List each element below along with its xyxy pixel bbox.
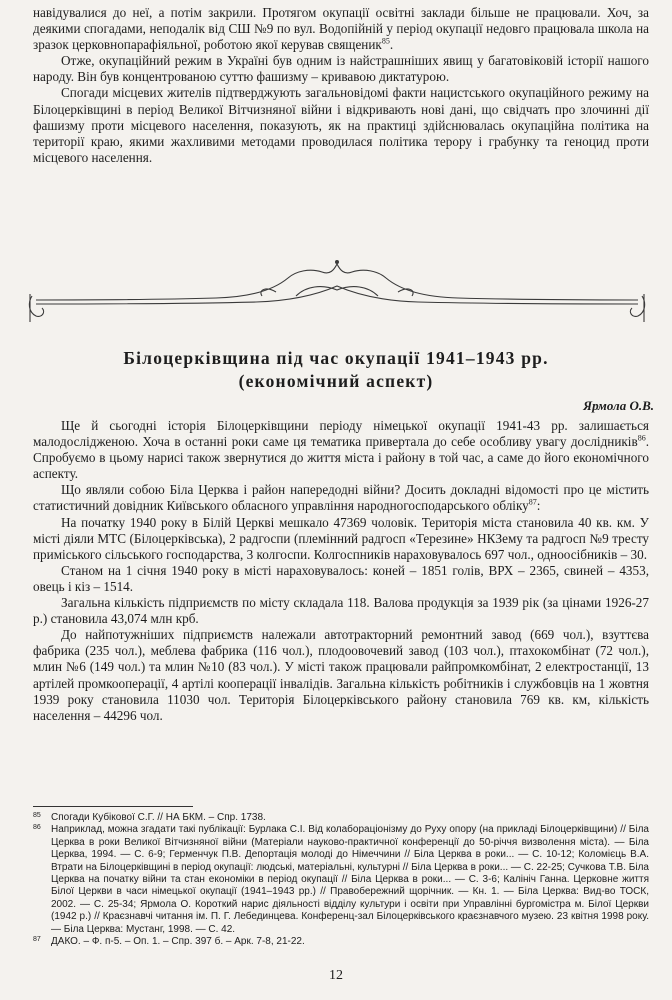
paragraph: Спогади місцевих жителів підтверджують загальновідомі факти нацистського окупаційного режиму на Білоцерківщині в період Великої Вітчизняної війни і відкривають нові дані, що свідчать про злочинні дії фашизму проти місцевого населення, показують, як на практиці здійснювалась окупаційна політика на території краю, якими жахливими методами проводилася політика терору і грабунку та геноцид проти місцевого населення. bbox=[33, 85, 649, 165]
paragraph-continued: навідувалися до неї, а потім закрили. Протягом окупації освітні заклади більше не працювали. Хоч, за деякими спогадами, неподалік від СШ №9 по вул. Водопійній у період окупації недовго працювала школа на зразок церковнопарафіяльної, роботою якої керував священик$^{85}$. bbox=[33, 5, 649, 53]
footnote-ref[interactable]: 85 bbox=[381, 36, 390, 46]
article-title: Білоцерківщина під час окупації 1941–1943 рр. bbox=[123, 348, 549, 368]
paragraph: До найпотужніших підприємств належали автотракторний ремонтний завод (669 чол.), взуттєва фабрика (235 чол.), меблева фабрика (116 чол.), плодоовочевий завод (103 чол.), птахокомбінат (72 чол.), млин №6 (149 чол.) та млин №10 (83 чол.). У місті також працювали райпромкомбінат, 2 електростанції, 13 артілей промкооперації, 4 артілі кооперації інвалідів. Загальна кількість робітників і службовців на 1 жовтня 1939 року становила 11030 чол. Територія Білоцерківського району становила 769 кв. км, кількість населення – 44296 чол. bbox=[33, 627, 649, 723]
footnotes bbox=[33, 812, 649, 948]
footnote: 87 ДАКО. – Ф. п-5. – Оп. 1. – Спр. 397 б. – Арк. 7-8, 21-22. bbox=[33, 936, 305, 948]
paragraph: Ще й сьогодні історія Білоцерківщини періоду німецької окупації 1941-43 рр. залишається малодослідженою. Хоча в останні роки саме ця тематика привертала до себе особливу увагу дослідників$^{86}$. Спробуємо в цьому нарисі також звернутися до життя міста і району в той час, а саме до його економічного аспекту. bbox=[33, 418, 649, 482]
top-text bbox=[33, 5, 649, 166]
paragraph: На початку 1940 року в Білій Церкві мешкало 47369 чоловік. Територія міста становила 40 кв. км. У місті діяли МТС (Білоцерківська), 2 радгоспи (племінний радгосп «Терезине» НКЗему та радгосп №9 тресту приміського сільського господарства, 3 колгоспи. Колгоспників нараховувалось 697 чол., одноосібників – 30. bbox=[33, 514, 649, 562]
footnote: 86 Наприклад, можна згадати такі публікації: Бурлака С.І. Від колабораціонізму до Руху опору (на прикладі Білоцерківщини) // Біла Церква в роки Великої Вітчизняної війни (Матеріали науково-практичної конференції до 50-річчя визволення міста). — Біла Церква, 1994. — С. 6-9; Герменчук П.В. Депортація молоді до Німеччини // Біла Церква в роки... — С. 10-12; Коломієць В.А. Втрати на Білоцерківщині в період окупації: людські, матеріальні, культурні // Біла Церква в роки... — С. 22-25; Сучкова Т.В. Біла Церква на початку війни та стан економіки в період окупації // Біла Церква в роки... — С. 3-6; Калініч Ганна. Церковне життя Білої Церкви в часи німецької окупації (1941–1943 рр.) // Правобережний щорічник. — Кн. 1. — Біла Церква: Вид-во ТОСК, 2002. — С. 25-34; Ярмола О. Короткий нарис діяльності відділу культури і освіти при Управлінні бургомістра м. Білої Церкви (1942 р.) // Краєзнавчі читання ім. П. Г. Лебединцева. Конференц-зал Білоцерківського краєзнавчого музею. 23 квітня 1998 року. — Біла Церква: Мустанг, 1998. — С. 42. bbox=[33, 824, 649, 935]
paragraph: Станом на 1 січня 1940 року в місті нараховувалось: коней – 1851 голів, ВРХ – 2365, свиней – 4353, овець і кіз – 1514. bbox=[33, 562, 649, 594]
footnote-ref[interactable]: 87 bbox=[528, 498, 537, 508]
footnote: 85 Спогади Кубікової С.Г. // НА БКМ. – Спр. 1738. bbox=[33, 812, 266, 823]
paragraph: Загальна кількість підприємств по місту складала 118. Валова продукція за 1939 рік (за цінами 1926-27 р.) становила 43,074 млн крб. bbox=[33, 595, 649, 627]
article-body bbox=[33, 418, 649, 724]
ornament-divider bbox=[26, 256, 648, 326]
article-author: Ярмола О.В. bbox=[583, 398, 654, 413]
footnote-separator bbox=[33, 806, 193, 807]
page-number: 12 bbox=[329, 968, 343, 983]
article-subtitle: (економічний аспект) bbox=[238, 371, 434, 391]
footnote-ref[interactable]: 86 bbox=[637, 433, 646, 443]
paragraph: Отже, окупаційний режим в Україні був одним із найстрашніших явищ у багатовіковій історії нашого народу. Він був концентрованою суттю фашизму – кривавою диктатурою. bbox=[33, 53, 649, 85]
paragraph: Що являли собою Біла Церква і район напередодні війни? Досить докладні відомості про це містить статистичний довідник Київського обласного управління народногосподарського обліку$^{87}$: bbox=[33, 482, 649, 514]
